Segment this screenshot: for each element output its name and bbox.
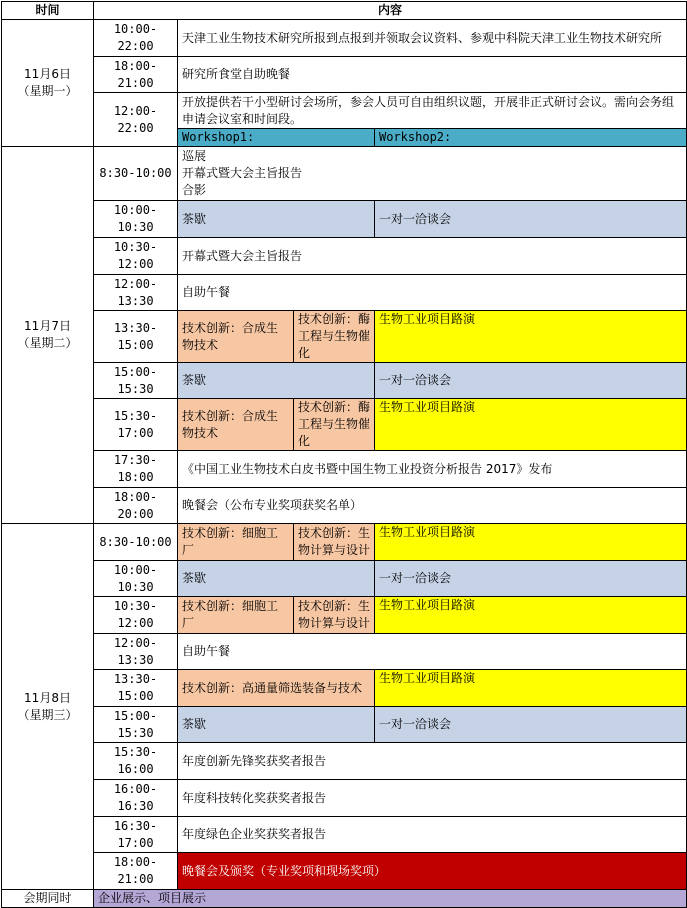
time-cell: 18:00-20:00 [94,488,178,524]
roadshow-cell: 生物工业项目路演 [375,311,687,363]
table-row [2,20,687,57]
session-cell: 技术创新：合成生物技术 [178,311,294,363]
time-cell: 16:00-16:30 [94,780,178,817]
table-row [2,670,687,707]
footer-content: 企业展示、项目展示 [94,890,687,908]
content-line: 合影 [182,183,207,197]
day-label: 11月6日 [24,67,71,81]
session-cell: 技术创新：合成生物技术 [178,399,294,451]
content-header: 内容 [94,2,687,20]
table-row [2,93,687,129]
table-row [2,488,687,524]
content-cell: 研究所食堂自助晚餐 [178,57,687,93]
tea-break-cell: 茶歇 [178,363,375,399]
content-cell: 开放提供若干小型研讨会场所，参会人员可自由组织议题，开展非正式研讨会议。需向会务组申请会议室和时间段。 [178,93,687,129]
time-cell: 10:00-10:30 [94,201,178,238]
time-cell: 12:00-13:30 [94,634,178,670]
session-cell: 技术创新：细胞工厂 [178,597,294,634]
day-cell-nov6 [2,20,94,147]
content-cell: 年度创新先锋奖获奖者报告 [178,743,687,780]
content-cell [178,147,687,201]
content-line: 巡展 [182,149,207,163]
time-header: 时间 [2,2,94,20]
one-on-one-cell: 一对一洽谈会 [375,201,687,238]
time-cell: 18:00-21:00 [94,57,178,93]
table-row [2,399,687,451]
footer-label: 会期同时 [2,890,94,908]
time-cell: 15:30-16:00 [94,743,178,780]
one-on-one-cell: 一对一洽谈会 [375,363,687,399]
time-cell: 10:30-12:00 [94,238,178,275]
time-cell: 12:00-22:00 [94,93,178,147]
tea-break-cell: 茶歇 [178,201,375,238]
one-on-one-cell: 一对一洽谈会 [375,707,687,743]
day-cell-nov7 [2,147,94,524]
content-line: 开幕式暨大会主旨报告 [182,166,303,180]
day-label: 11月7日 [24,319,71,333]
day-label: 11月8日 [24,690,71,705]
roadshow-cell: 生物工业项目路演 [375,597,687,634]
tea-break-cell: 茶歇 [178,561,375,597]
session-cell: 技术创新：酶工程与生物催化 [294,399,375,451]
time-cell: 15:00-15:30 [94,363,178,399]
content-cell: 自助午餐 [178,275,687,311]
table-row [2,597,687,634]
weekday-label: （星期三） [17,707,78,722]
header-row [2,2,687,20]
workshop-2: Workshop2: [375,129,687,147]
time-cell: 16:30-17:00 [94,817,178,853]
time-cell: 10:30-12:00 [94,597,178,634]
roadshow-cell: 生物工业项目路演 [375,670,687,707]
time-cell: 15:00-15:30 [94,707,178,743]
session-cell: 技术创新：细胞工厂 [178,524,294,561]
footer-row [2,890,687,908]
weekday-label: （星期二） [17,336,78,350]
schedule-table [1,1,687,908]
tea-break-cell: 茶歇 [178,707,375,743]
content-cell: 年度绿色企业奖获奖者报告 [178,817,687,853]
table-row [2,707,687,743]
content-cell: 《中国工业生物技术白皮书暨中国生物工业投资分析报告 2017》发布 [178,451,687,488]
one-on-one-cell: 一对一洽谈会 [375,561,687,597]
table-row [2,147,687,201]
time-cell: 18:00-21:00 [94,853,178,890]
content-cell: 年度科技转化奖获奖者报告 [178,780,687,817]
session-cell: 技术创新：生物计算与设计 [294,524,375,561]
session-cell: 技术创新：高通量筛选装备与技术 [178,670,375,707]
table-row [2,817,687,853]
table-row [2,780,687,817]
time-cell: 8:30-10:00 [94,147,178,201]
awards-dinner-cell: 晚餐会及颁奖（专业奖项和现场奖项） [178,853,687,890]
time-cell: 10:00-10:30 [94,561,178,597]
table-row [2,363,687,399]
time-cell: 12:00-13:30 [94,275,178,311]
time-cell: 10:00-22:00 [94,20,178,57]
roadshow-cell: 生物工业项目路演 [375,524,687,561]
content-cell: 晚餐会（公布专业奖项获奖名单） [178,488,687,524]
time-cell: 17:30-18:00 [94,451,178,488]
table-row [2,524,687,561]
table-row [2,634,687,670]
time-cell: 8:30-10:00 [94,524,178,561]
table-row [2,451,687,488]
table-row [2,311,687,363]
table-row [2,275,687,311]
table-row [2,238,687,275]
session-cell: 技术创新：酶工程与生物催化 [294,311,375,363]
content-cell: 开幕式暨大会主旨报告 [178,238,687,275]
content-cell: 天津工业生物技术研究所报到点报到并领取会议资料、参观中科院天津工业生物技术研究所 [178,20,687,57]
time-cell: 13:30-15:00 [94,670,178,707]
time-cell: 15:30-17:00 [94,399,178,451]
content-cell: 自助午餐 [178,634,687,670]
roadshow-cell: 生物工业项目路演 [375,399,687,451]
day-cell-nov8 [2,524,94,890]
table-row [2,201,687,238]
time-cell: 13:30-15:00 [94,311,178,363]
table-row [2,561,687,597]
weekday-label: （星期一） [17,84,78,98]
table-row [2,853,687,890]
table-row [2,57,687,93]
table-row [2,743,687,780]
session-cell: 技术创新：生物计算与设计 [294,597,375,634]
workshop-1: Workshop1: [178,129,375,147]
